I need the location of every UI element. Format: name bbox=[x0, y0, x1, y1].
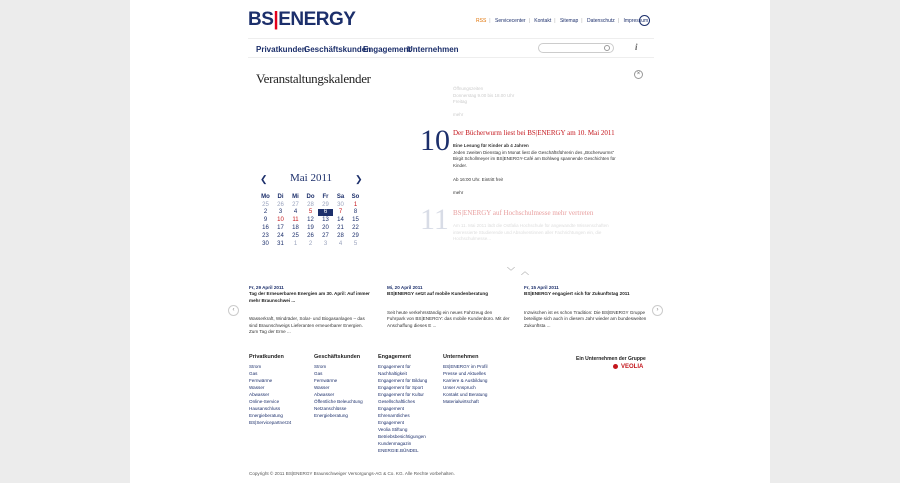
calendar-day[interactable]: 20 bbox=[322, 225, 329, 232]
faded-event-more[interactable]: mehr bbox=[453, 111, 464, 117]
calendar-day[interactable]: 9 bbox=[263, 217, 268, 224]
logo-energy: ENERGY bbox=[278, 9, 356, 30]
footer-column bbox=[314, 354, 363, 419]
footer-link[interactable]: BS|Servicepartner24 bbox=[249, 420, 292, 425]
faded-event bbox=[453, 86, 623, 118]
servicecenter-link[interactable]: Servicecenter bbox=[494, 18, 526, 24]
calendar-grid bbox=[258, 193, 363, 248]
calendar-day[interactable]: 30 bbox=[337, 201, 344, 208]
calendar-day[interactable]: 28 bbox=[307, 201, 314, 208]
logo-bs: BS bbox=[248, 9, 274, 30]
footer-link[interactable]: Strom bbox=[249, 364, 262, 369]
news-prev-icon[interactable]: ‹ bbox=[228, 305, 239, 316]
footer-link[interactable]: Fernwärme bbox=[314, 378, 338, 383]
utility-links: RSS | Servicecenter | Kontakt | Sitemap | Datenschutz | Impressum bbox=[476, 18, 649, 24]
nav-geschaeftskunden[interactable]: Geschäftskunden bbox=[304, 45, 372, 54]
event-10-title[interactable]: Der Bücherwurm liest bei BS|ENERGY am 10. Mai 2011 bbox=[453, 129, 615, 137]
impressum-link[interactable]: Impressum bbox=[623, 18, 649, 24]
footer-link[interactable]: Abwasser bbox=[314, 392, 335, 397]
calendar-day[interactable]: 30 bbox=[262, 240, 269, 247]
page-title: Veranstaltungskalender bbox=[256, 71, 371, 86]
calendar-day[interactable]: 16 bbox=[262, 225, 269, 232]
footer-link[interactable]: Gas bbox=[314, 371, 323, 376]
news-date: Fr, 15 April 2011 bbox=[524, 285, 559, 290]
event-10 bbox=[453, 129, 623, 197]
news-head[interactable]: BS|ENERGY setzt auf mobile Kundenberatung bbox=[387, 291, 488, 297]
footer-link[interactable]: Energieberatung bbox=[314, 413, 348, 418]
footer-link[interactable]: Engagement bbox=[378, 406, 405, 411]
news-item[interactable] bbox=[387, 285, 510, 329]
calendar-month: Mai 2011 bbox=[290, 172, 333, 184]
phone-icon[interactable] bbox=[639, 15, 650, 26]
event-day-11: 11 bbox=[420, 203, 449, 236]
calendar-day[interactable]: 19 bbox=[307, 225, 314, 232]
footer-column-heading[interactable]: Engagement bbox=[378, 354, 412, 360]
footer-link[interactable]: Presse und Aktuelles bbox=[443, 371, 486, 376]
footer-link[interactable]: Öffentliche Beleuchtung bbox=[314, 399, 363, 404]
calendar-weekday: Mi bbox=[292, 193, 299, 200]
calendar-day[interactable]: 4 bbox=[293, 209, 298, 216]
footer-link[interactable]: Betriebsbesichtigungen bbox=[378, 434, 426, 439]
chevron-down-icon[interactable]: ﹀ bbox=[507, 267, 515, 276]
calendar-day[interactable]: 7 bbox=[338, 209, 343, 216]
footer-link[interactable]: Online-Service bbox=[249, 399, 280, 404]
calendar-day[interactable]: 2 bbox=[263, 209, 268, 216]
calendar-day[interactable]: 4 bbox=[338, 240, 343, 247]
footer-column-heading[interactable]: Unternehmen bbox=[443, 354, 479, 360]
footer-link[interactable]: Engagement für Kultur bbox=[378, 392, 424, 397]
footer-link[interactable]: Engagement für Bildung bbox=[378, 378, 428, 383]
footer-link[interactable]: Kundenmagazin bbox=[378, 441, 412, 446]
event-day-10: 10 bbox=[420, 124, 450, 157]
footer-link[interactable]: Hausanschluss bbox=[249, 406, 281, 411]
event-11-title[interactable]: BS|ENERGY auf Hochschulmesse mehr vertreten bbox=[453, 209, 594, 217]
news-head[interactable]: Tag der Erneuerbaren Energien am 30. April: Auf immer mehr Braunschwei ... bbox=[249, 291, 370, 303]
news-head[interactable]: BS|ENERGY engagiert sich für Zukunftstag 2011 bbox=[524, 291, 630, 297]
calendar-day[interactable]: 6 bbox=[318, 209, 333, 217]
calendar-day[interactable]: 2 bbox=[308, 240, 313, 247]
nav-unternehmen[interactable]: Unternehmen bbox=[407, 45, 459, 54]
calendar-day[interactable]: 25 bbox=[292, 232, 299, 239]
footer-column-heading[interactable]: Privatkunden bbox=[249, 354, 284, 360]
footer-link[interactable]: Kontakt und Beratung bbox=[443, 392, 488, 397]
calendar-weekday: Do bbox=[306, 193, 315, 200]
footer-column bbox=[378, 354, 427, 454]
footer-link[interactable]: Gas bbox=[249, 371, 258, 376]
calendar-day[interactable]: 3 bbox=[323, 240, 328, 247]
nav-engagement[interactable]: Engagement bbox=[363, 45, 412, 54]
event-11-body: Am 11. Mai 2011 lädt die Ostfalia Hochschule für angewandte Wissenschaften interessierte Studierende und Absolventinnen aller Fachrichtungen ein, die Hochschulmesse... bbox=[453, 223, 609, 242]
event-10-lead: Eine Lesung für Kinder ab 4 Jahren bbox=[453, 143, 529, 148]
calendar-day[interactable]: 3 bbox=[278, 209, 283, 216]
event-10-more[interactable]: mehr bbox=[453, 189, 464, 195]
footer-column-heading[interactable]: Geschäftskunden bbox=[314, 354, 361, 360]
chevron-up-icon[interactable]: ︿ bbox=[521, 267, 529, 276]
footer-column bbox=[249, 354, 291, 426]
news-item[interactable] bbox=[249, 285, 372, 335]
calendar-day[interactable]: 26 bbox=[277, 201, 284, 208]
calendar-day[interactable]: 21 bbox=[337, 225, 344, 232]
calendar-day[interactable]: 26 bbox=[307, 232, 314, 239]
news-body: Wasserkraft, Windräder, Solar- und Biogasanlagen – das sind Braunschweigs Lieferanten erneuerbarer Energien. Zum Tag der Erne ... bbox=[249, 316, 365, 335]
logo-bar: | bbox=[273, 9, 279, 30]
search-input[interactable] bbox=[538, 43, 614, 53]
calendar-day[interactable]: 27 bbox=[292, 201, 299, 208]
calendar-day[interactable]: 23 bbox=[262, 232, 269, 239]
calendar-day[interactable]: 13 bbox=[322, 217, 329, 224]
bs-energy-logo[interactable] bbox=[248, 9, 355, 31]
footer-link[interactable]: Unser Anspruch bbox=[443, 385, 476, 390]
footer-link[interactable]: Veolia Stiftung bbox=[378, 427, 408, 432]
veolia-logo-icon bbox=[613, 364, 618, 369]
footer-link[interactable]: Ehrenamtliches bbox=[378, 413, 410, 418]
page-canvas bbox=[130, 0, 770, 483]
calendar-weekday: So bbox=[351, 193, 360, 200]
footer-link[interactable]: BS|ENERGY im Profil bbox=[443, 364, 488, 369]
calendar-weekday: Fr bbox=[322, 193, 329, 200]
calendar-day[interactable]: 31 bbox=[277, 240, 284, 247]
faded-event-line1: Donnerstag 9.00 bis 18.00 Uhr bbox=[453, 92, 515, 98]
kontakt-link[interactable]: Kontakt bbox=[534, 18, 552, 24]
sitemap-link[interactable]: Sitemap bbox=[559, 18, 579, 24]
footer-column bbox=[443, 354, 488, 405]
calendar-next-icon[interactable]: ❯ bbox=[355, 174, 363, 184]
event-10-time: Ab 16:00 Uhr. Eintritt frei! bbox=[453, 177, 504, 183]
calendar-day[interactable]: 10 bbox=[277, 217, 284, 224]
news-item[interactable] bbox=[524, 285, 647, 329]
news-body: Seit heute verkehrsständig ein neues Fahrzeug den Fuhrpark von BS|ENERGY: das mobile Kundenbüro. Mit der Anschaffung dieses E ... bbox=[387, 309, 510, 328]
footer-link[interactable]: Gesellschaftliches bbox=[378, 399, 416, 404]
calendar-day[interactable]: 8 bbox=[353, 209, 358, 216]
footer-link[interactable]: Karriere & Ausbildung bbox=[443, 378, 488, 383]
news-body: Inzwischen ist es schon Tradition: Die BS|ENERGY Gruppe beteiligte sich auch in diesem Jahr wieder am bundesweiten Zukunftsta ... bbox=[524, 309, 647, 328]
footer-link[interactable]: Wasser bbox=[314, 385, 330, 390]
close-icon[interactable]: × bbox=[634, 70, 643, 79]
calendar-day[interactable]: 1 bbox=[353, 201, 358, 208]
event-11 bbox=[453, 209, 623, 243]
calendar-day[interactable]: 15 bbox=[352, 217, 359, 224]
calendar-day[interactable]: 17 bbox=[277, 225, 284, 232]
search-icon[interactable] bbox=[604, 45, 610, 51]
footer-link[interactable]: Wasser bbox=[249, 385, 265, 390]
calendar-day[interactable]: 18 bbox=[292, 225, 299, 232]
calendar-day[interactable]: 29 bbox=[352, 232, 359, 239]
calendar-day[interactable]: 24 bbox=[277, 232, 284, 239]
calendar-day[interactable]: 12 bbox=[307, 217, 314, 224]
footer-link[interactable]: ENERGIE.BÜNDEL bbox=[378, 448, 419, 453]
datenschutz-link[interactable]: Datenschutz bbox=[586, 18, 615, 24]
footer-link[interactable]: Strom bbox=[314, 364, 327, 369]
footer-link[interactable]: Fernwärme bbox=[249, 378, 273, 383]
calendar-day[interactable]: 28 bbox=[337, 232, 344, 239]
calendar-day[interactable]: 1 bbox=[293, 240, 298, 247]
calendar-day[interactable]: 29 bbox=[322, 201, 329, 208]
news-date: Mi, 20 April 2011 bbox=[387, 285, 423, 290]
calendar-day[interactable]: 5 bbox=[308, 209, 313, 216]
calendar-day[interactable]: 27 bbox=[322, 232, 329, 239]
footer-link[interactable]: Abwasser bbox=[249, 392, 270, 397]
faded-event-line2: Freitag bbox=[453, 99, 468, 104]
footer-link[interactable]: Engagement für Sport bbox=[378, 385, 423, 390]
news-next-icon[interactable]: › bbox=[652, 305, 663, 316]
calendar-prev-icon[interactable]: ❮ bbox=[260, 174, 268, 184]
footer-link[interactable]: Energieberatung bbox=[249, 413, 283, 418]
event-10-body: Jeden zweiten Dienstag im Monat liest die Geschäftsführerin des „Bücherwurms“ Birgit Schollmeyer im BS|ENERGY-Café am Bohlweg spannende Geschichten für Kinder. bbox=[453, 149, 616, 168]
group-label: Ein Unternehmen der Gruppe bbox=[576, 356, 646, 362]
calendar-day[interactable]: 22 bbox=[352, 225, 359, 232]
nav-privatkunden[interactable]: Privatkunden bbox=[256, 45, 307, 54]
footer-link[interactable]: Engagement für bbox=[378, 364, 411, 369]
rss-link[interactable]: RSS bbox=[476, 18, 487, 24]
footer-link[interactable]: Engagement bbox=[378, 420, 405, 425]
calendar-day[interactable]: 11 bbox=[292, 217, 299, 224]
veolia-logo[interactable]: VEOLIA bbox=[621, 364, 644, 370]
calendar-day[interactable]: 25 bbox=[262, 201, 269, 208]
calendar-weekday: Sa bbox=[336, 193, 345, 200]
calendar-day[interactable]: 14 bbox=[337, 217, 344, 224]
copyright: Copyright © 2011 BS|ENERGY Braunschweiger Versorgungs-AG & Co. KG. Alle Rechte vorbehalten. bbox=[249, 471, 455, 476]
calendar-weekday: Di bbox=[277, 193, 284, 200]
calendar-weekday: Mo bbox=[261, 193, 270, 200]
info-icon[interactable]: i bbox=[635, 42, 638, 52]
news-date: Fr, 29 April 2011 bbox=[249, 285, 284, 290]
footer-link[interactable]: Materialwirtschaft bbox=[443, 399, 479, 404]
calendar-day[interactable]: 5 bbox=[353, 240, 358, 247]
footer-link[interactable]: Nachhaltigkeit bbox=[378, 371, 407, 376]
faded-event-title: Öffnungszeiten bbox=[453, 86, 484, 91]
footer-link[interactable]: Netzanschlüsse bbox=[314, 406, 347, 411]
